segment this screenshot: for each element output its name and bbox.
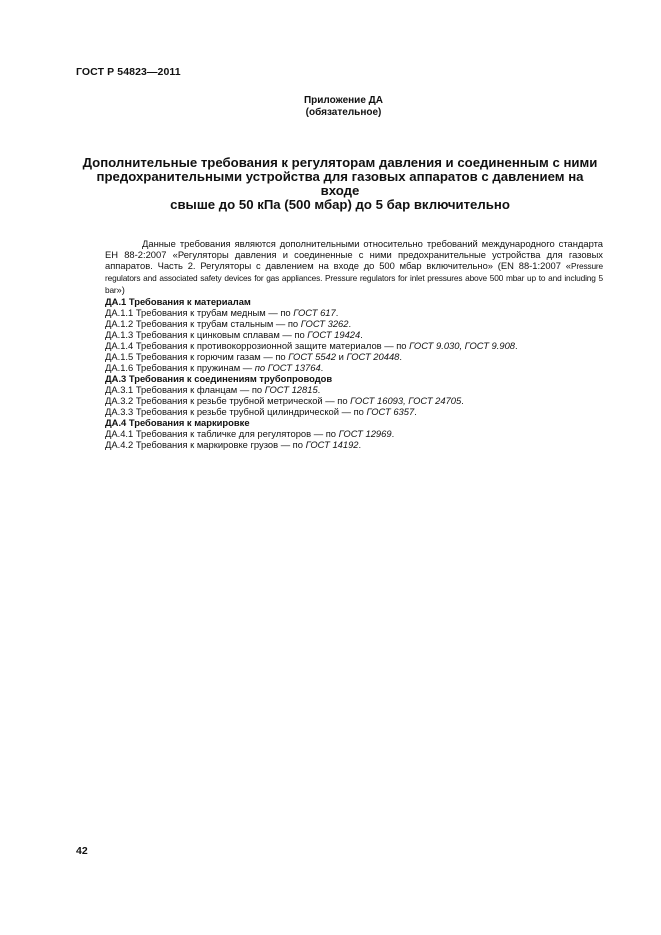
standard-reference: ГОСТ 6357: [366, 406, 415, 417]
item-tail: .: [414, 406, 417, 417]
intro-close: »): [116, 284, 125, 295]
list-item: [105, 428, 603, 439]
list-item: [105, 395, 603, 406]
standard-reference: ГОСТ 12969: [338, 428, 392, 439]
item-text: ДА.1.2 Требования к трубам стальным — по: [105, 318, 301, 329]
section-heading: ДА.4 Требования к маркировке: [105, 417, 250, 428]
section-heading: ДА.1 Требования к материалам: [105, 296, 251, 307]
intro-english-title: Pressure regulators and associated safety devices for gas appliances. Pressure regulators for inlet pressures above 500 mbar up to and including 5 bar: [105, 261, 603, 295]
item-tail: .: [360, 329, 363, 340]
item-text: ДА.3.2 Требования к резьбе трубной метрической — по: [105, 395, 351, 406]
section-marking: [105, 417, 603, 450]
item-tail: .: [335, 307, 339, 318]
appendix-status: (обязательное): [305, 107, 382, 118]
item-tail: .: [348, 318, 352, 329]
item-tail: .: [391, 428, 395, 439]
standard-reference: ГОСТ 19424: [307, 329, 361, 340]
standard-reference: ГОСТ 14192: [305, 439, 359, 450]
item-tail: .: [317, 384, 321, 395]
item-text: ДА.1.5 Требования к горючим газам — по: [105, 351, 289, 362]
item-text: ДА.4.2 Требования к маркировке грузов — по: [105, 439, 306, 450]
title-line: свыше до 50 кПа (500 мбар) до 5 бар включительно: [170, 197, 510, 212]
item-text: ДА.1.6 Требования к пружинам —: [105, 362, 255, 373]
item-tail: .: [358, 439, 362, 450]
title-line: предохранительными устройства для газовых аппаратов с давлением на входе: [96, 169, 584, 198]
document-body: [105, 238, 603, 450]
item-text: ДА.3.3 Требования к резьбе трубной цилиндрической — по: [105, 406, 367, 417]
appendix-title: Приложение ДА: [303, 95, 384, 106]
standard-reference: ГОСТ 3262: [300, 318, 349, 329]
list-item: [105, 406, 603, 417]
standard-reference: ГОСТ 5542: [288, 351, 336, 362]
section-heading: ДА.3 Требования к соединениям трубопроводов: [105, 373, 333, 384]
list-item: [105, 384, 603, 395]
list-item: [105, 329, 603, 340]
item-connector: и: [335, 351, 347, 362]
item-tail: .: [515, 340, 518, 351]
intro-text: Данные требования являются дополнительными относительно требований международного стандарта ЕН 88-2:2007 «Регуляторы давления и соединенные с ними предохранительные устройства для газовых аппаратов. Часть 2. Регуляторы с давлением на входе до 500 мбар включительно» (EN 88-1:2007 «: [105, 238, 603, 271]
list-item: [105, 362, 603, 373]
page-number: 42: [76, 845, 88, 857]
standard-reference: ГОСТ 20448: [346, 351, 400, 362]
item-tail: .: [399, 351, 402, 362]
title-line: Дополнительные требования к регуляторам давления и соединенным с ними: [82, 155, 598, 170]
standard-reference: ГОСТ 12815: [264, 384, 318, 395]
standard-reference: ГОСТ 16093, ГОСТ 24705: [350, 395, 462, 406]
item-text: ДА.1.1 Требования к трубам медным — по: [105, 307, 294, 318]
appendix-heading: [0, 95, 661, 119]
list-item: [105, 318, 603, 329]
list-item: [105, 439, 603, 450]
standard-reference: ГОСТ 617: [293, 307, 336, 318]
item-tail: .: [320, 362, 324, 373]
standard-reference: ГОСТ 9.030, ГОСТ 9.908: [409, 340, 515, 351]
item-text: ДА.1.3 Требования к цинковым сплавам — по: [105, 329, 308, 340]
item-text: ДА.3.1 Требования к фланцам — по: [105, 384, 265, 395]
intro-paragraph: [105, 238, 603, 296]
standard-reference: по ГОСТ 13764: [254, 362, 321, 373]
section-materials: [105, 296, 603, 373]
item-text: ДА.1.4 Требования к противокоррозионной защите материалов — по: [105, 340, 410, 351]
standard-designation: ГОСТ Р 54823—2011: [76, 66, 181, 78]
list-item: [105, 307, 603, 318]
document-title: [76, 156, 604, 212]
list-item: [105, 351, 603, 362]
section-pipe-connections: [105, 373, 603, 417]
list-item: [105, 340, 603, 351]
item-tail: .: [461, 395, 464, 406]
item-text: ДА.4.1 Требования к табличке для регуляторов — по: [105, 428, 339, 439]
